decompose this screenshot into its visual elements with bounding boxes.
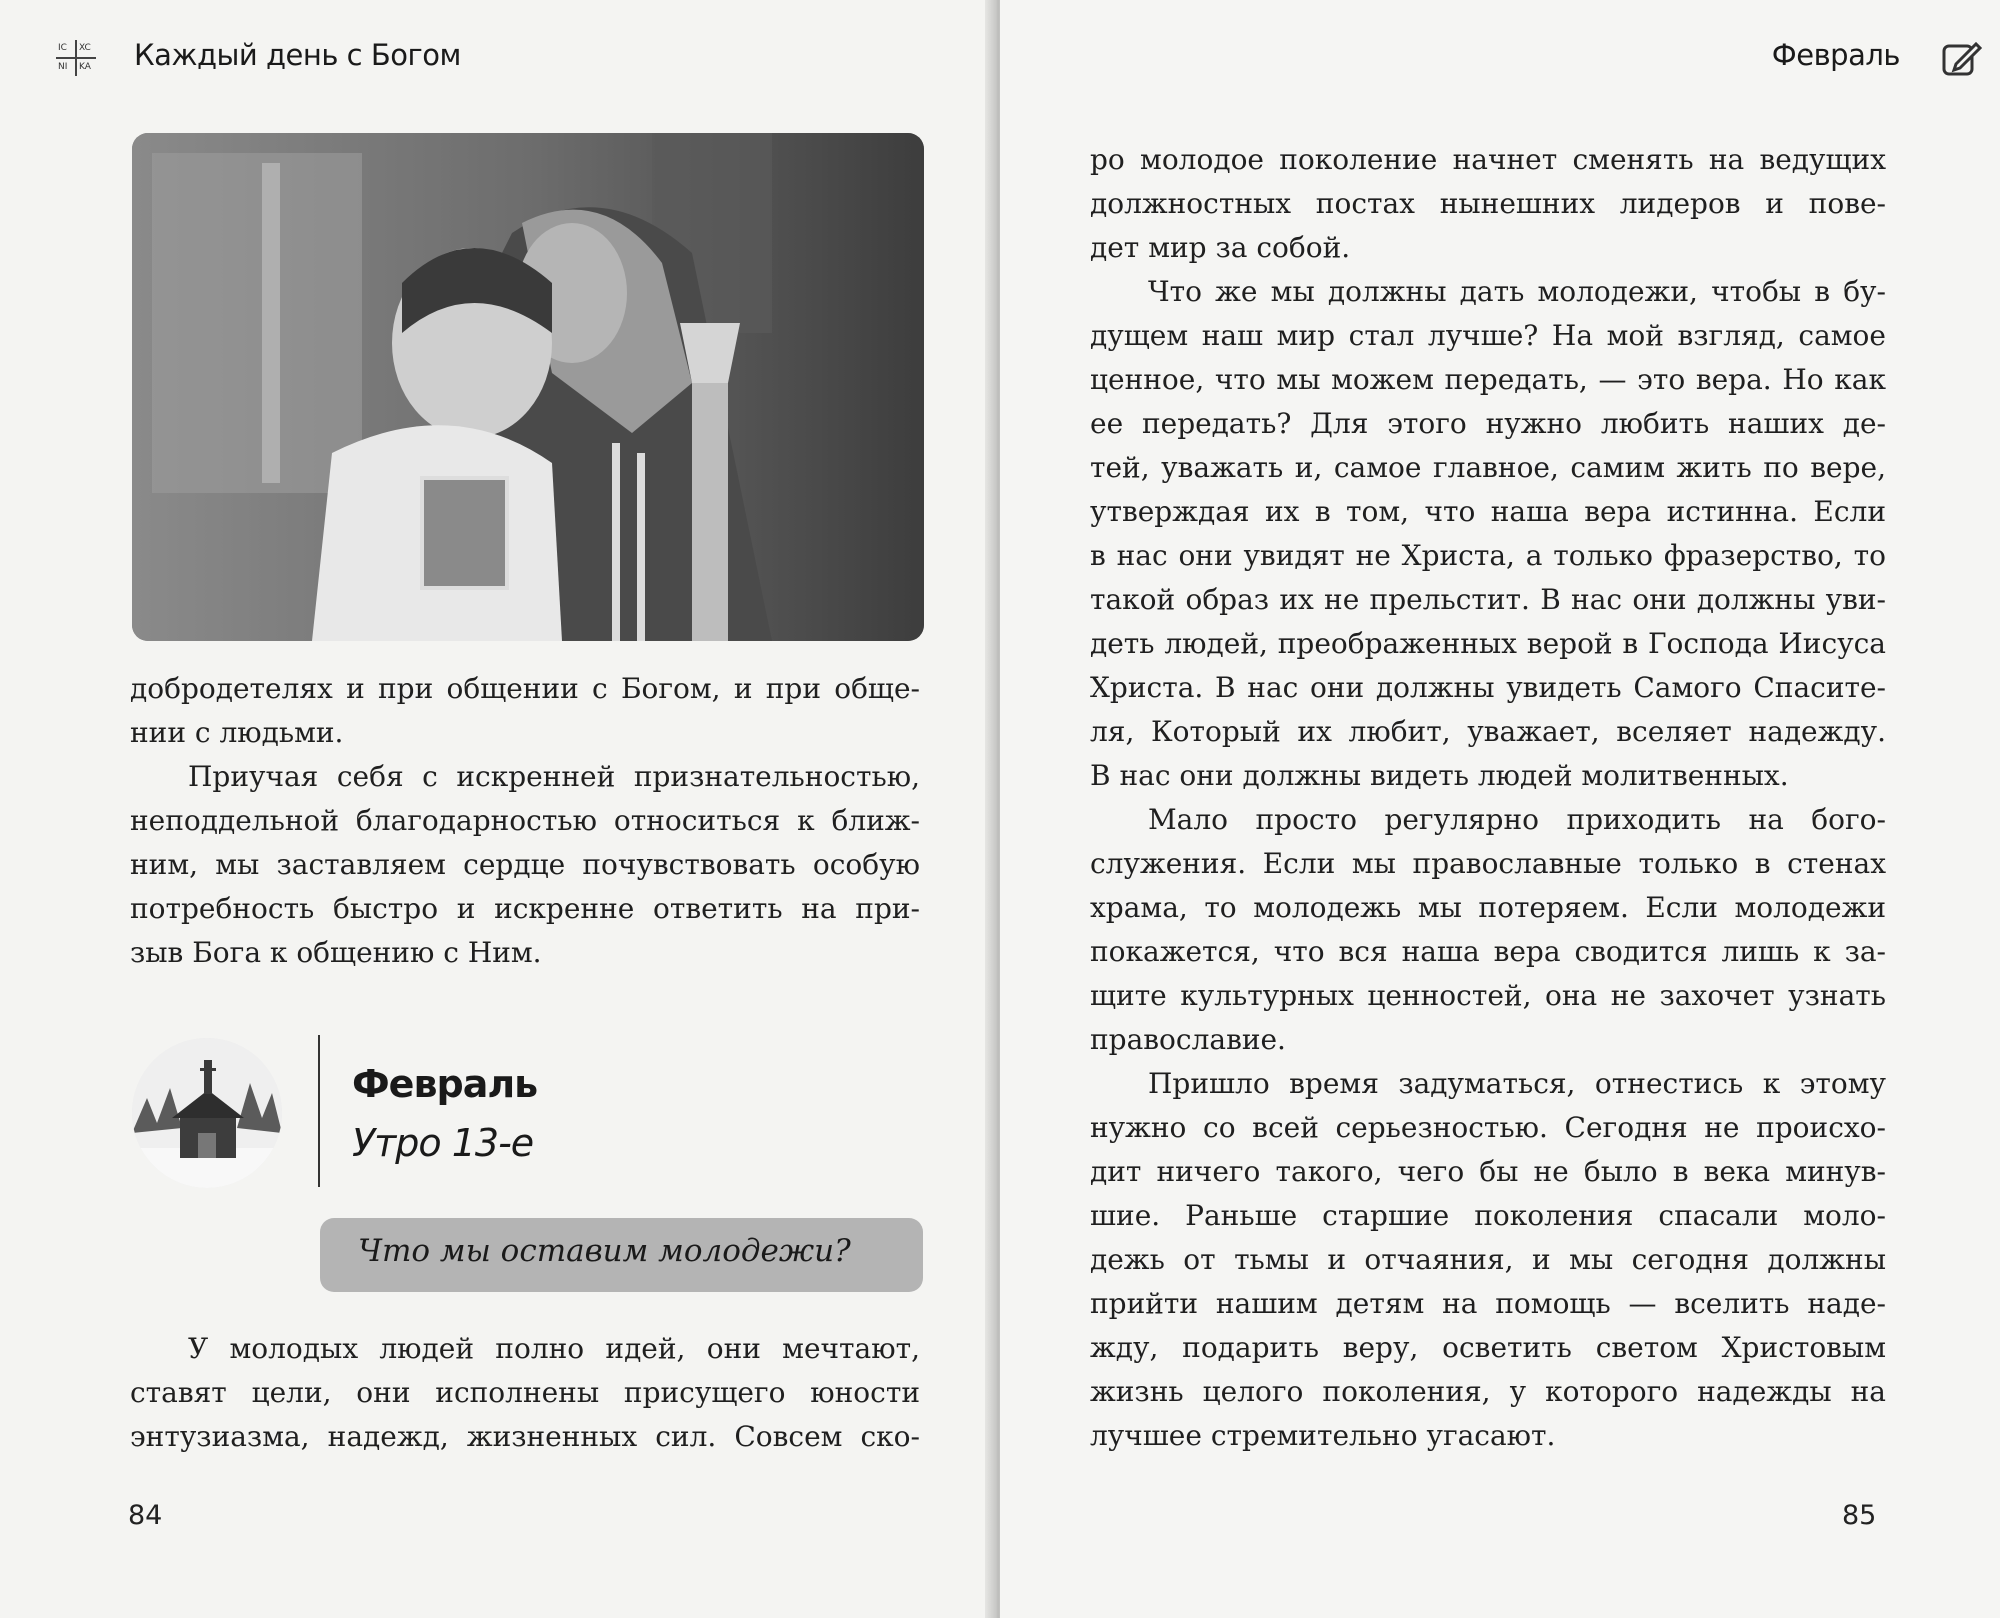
text-line: ставят цели, они исполнены присущего юности — [130, 1376, 920, 1409]
text-line: дит ничего такого, чего бы не было в века минув- — [1090, 1155, 1886, 1188]
text-line: служения. Если мы православные только в стенах — [1090, 847, 1886, 880]
text-line: нужно со всей серьезностью. Сегодня не происхо- — [1090, 1111, 1886, 1144]
text-line: Христа. В нас они должны увидеть Самого Спасите- — [1090, 671, 1886, 704]
running-head-book-title: Каждый день с Богом — [134, 38, 461, 72]
text-line: такой образ их не прельстит. В нас они должны уви- — [1090, 583, 1886, 616]
text-line: зыв Бога к общению с Ним. — [130, 936, 542, 969]
text-line: ним, мы заставляем сердце почувствовать особую — [130, 848, 920, 881]
left-page — [0, 0, 992, 1618]
winter-chapel-medallion — [132, 1038, 282, 1188]
running-head-month: Февраль — [1771, 38, 1900, 72]
date-divider — [318, 1035, 320, 1187]
text-line: ро молодое поколение начнет сменять на ведущих — [1090, 143, 1886, 176]
text-line: потребность быстро и искренне ответить на при- — [130, 892, 920, 925]
right-page-text — [1090, 138, 1886, 1458]
text-line: в нас они увидят не Христа, а только фразерство, то — [1090, 539, 1886, 572]
text-line: деть людей, преображенных верой в Господа Иисуса — [1090, 627, 1886, 660]
text-line: ценное, что мы можем передать, — это вера. Но как — [1090, 363, 1886, 396]
entry-day: Утро 13-е — [352, 1121, 534, 1165]
entry-title-bar — [320, 1218, 923, 1292]
text-line: У молодых людей полно идей, они мечтают, — [188, 1332, 920, 1365]
text-block-entry-start — [130, 1327, 920, 1459]
text-block-continuation — [130, 667, 920, 975]
text-line: должностных постах нынешних лидеров и пове- — [1090, 187, 1886, 220]
text-line: православие. — [1090, 1023, 1286, 1056]
text-line: прийти нашим детям на помощь — вселить наде- — [1090, 1287, 1886, 1320]
text-line: храма, то молодежь мы потеряем. Если молодежи — [1090, 891, 1886, 924]
text-line: шие. Раньше старшие поколения спасали моло- — [1090, 1199, 1886, 1232]
text-line: жизнь целого поколения, у которого надежды на — [1090, 1375, 1886, 1408]
text-line: дущем наш мир стал лучше? На мой взгляд, самое — [1090, 319, 1886, 352]
text-line: жду, подарить веру, осветить светом Христовым — [1090, 1331, 1886, 1364]
text-line: неподдельной благодарностью относиться к ближ- — [130, 804, 920, 837]
note-edit-icon — [1940, 38, 1982, 84]
text-line: энтузиазма, надежд, жизненных сил. Совсем ско- — [130, 1420, 920, 1453]
text-line: Мало просто регулярно приходить на бого- — [1148, 803, 1886, 836]
text-line: нии с людьми. — [130, 716, 344, 749]
text-line: щите культурных ценностей, она не захочет узнать — [1090, 979, 1886, 1012]
mother-kissing-child-photo — [132, 133, 924, 641]
page-number: 85 — [1842, 1500, 1877, 1531]
text-line: Приучая себя с искренней признательностью, — [188, 760, 920, 793]
page-number: 84 — [128, 1500, 163, 1531]
text-line: дежь от тьмы и отчаяния, и мы сегодня должны — [1090, 1243, 1886, 1276]
text-line: ля, Который их любит, уважает, вселяет надежду. — [1090, 715, 1886, 748]
text-line: В нас они должны видеть людей молитвенных. — [1090, 759, 1789, 792]
text-line: ее передать? Для этого нужно любить наших де- — [1090, 407, 1886, 440]
text-line: лучшее стремительно угасают. — [1090, 1419, 1556, 1452]
text-line: добродетелях и при общении с Богом, и при обще- — [130, 672, 920, 705]
ic-xc-ni-ka-emblem-icon: IC XC NI KA — [56, 40, 96, 76]
text-line: тей, уважать и, самое главное, самим жить по вере, — [1090, 451, 1886, 484]
entry-month: Февраль — [352, 1062, 538, 1106]
text-line: покажется, что вся наша вера сводится лишь к за- — [1090, 935, 1886, 968]
text-line: утверждая их в том, что наша вера истинна. Если — [1090, 495, 1886, 528]
entry-title: Что мы оставим молодежи? — [358, 1233, 851, 1269]
text-line: дет мир за собой. — [1090, 231, 1351, 264]
text-line: Пришло время задуматься, отнестись к этому — [1148, 1067, 1886, 1100]
text-line: Что же мы должны дать молодежи, чтобы в бу- — [1148, 275, 1886, 308]
right-page — [1000, 0, 2000, 1618]
